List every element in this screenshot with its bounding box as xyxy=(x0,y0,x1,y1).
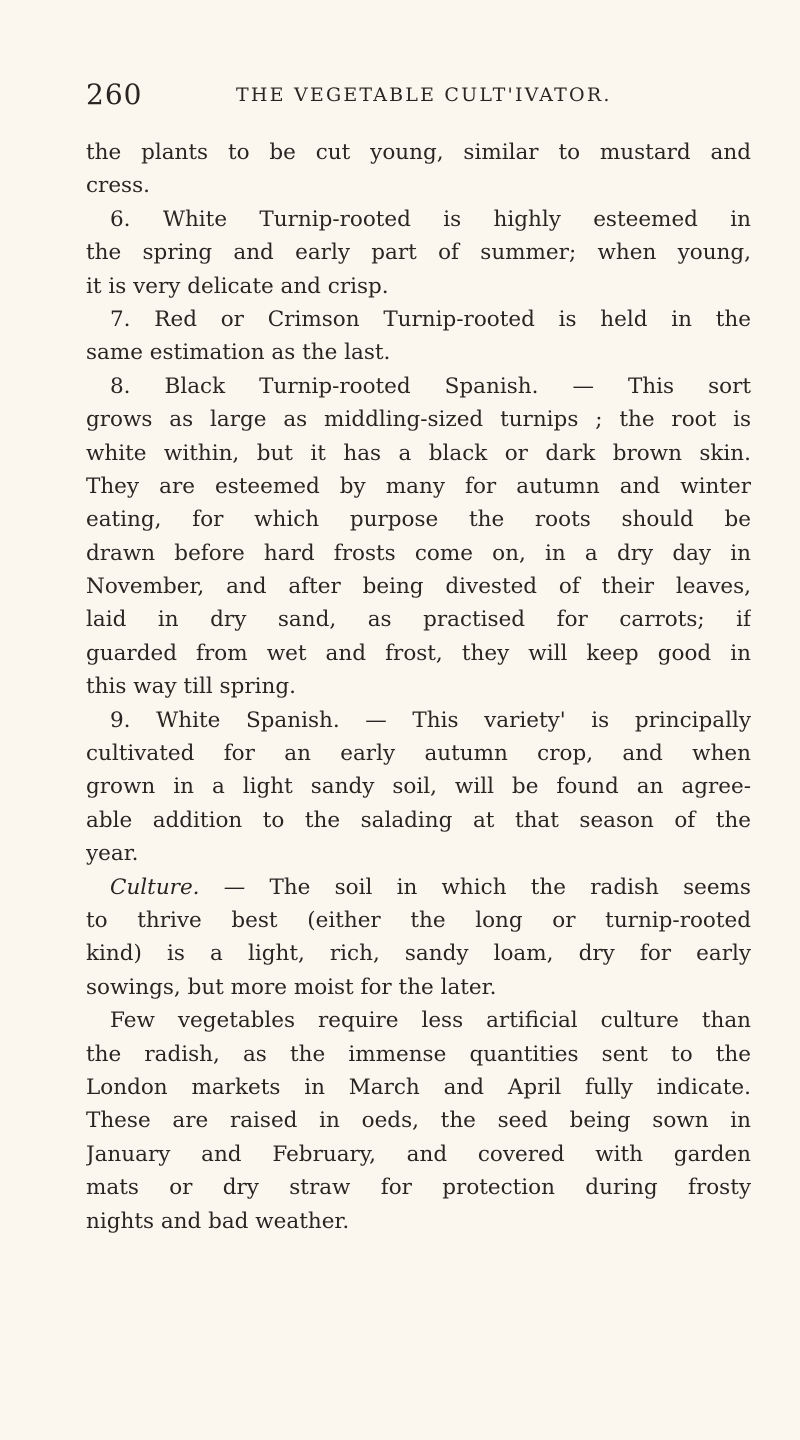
running-title: THE VEGETABLE CULT'IVATOR. xyxy=(236,84,612,106)
text-line: November, and after being divested of their leaves, xyxy=(86,574,751,600)
text-line: mats or dry straw for protection during frosty xyxy=(86,1175,751,1201)
text-line: 8. Black Turnip-rooted Spanish. — This sort xyxy=(110,373,751,399)
text-line: cultivated for an early autumn crop, and when xyxy=(86,741,751,767)
text-line: year. xyxy=(86,841,139,867)
body-text xyxy=(86,136,751,1238)
text-line: same estimation as the last. xyxy=(86,340,391,366)
text-line: able addition to the salading at that season of the xyxy=(86,807,751,833)
text-line: laid in dry sand, as practised for carrots; if xyxy=(86,607,751,633)
text-line: grown in a light sandy soil, will be found an agree- xyxy=(86,774,751,800)
text-line: 6. White Turnip-rooted is highly esteemed in xyxy=(110,206,751,232)
text-line: the spring and early part of summer; when young, xyxy=(86,240,751,266)
text-line: London markets in March and April fully indicate. xyxy=(86,1074,751,1100)
culture-line xyxy=(86,871,751,904)
text-line: kind) is a light, rich, sandy loam, dry for early xyxy=(86,941,751,967)
text-line: nights and bad weather. xyxy=(86,1208,350,1234)
culture-heading: Culture. — xyxy=(110,874,246,900)
text-line: guarded from wet and frost, they will keep good in xyxy=(86,640,751,666)
text-line: 9. White Spanish. — This variety' is principally xyxy=(110,707,751,733)
text-line: sowings, but more moist for the later. xyxy=(86,974,497,1000)
text-line: the plants to be cut young, similar to mustard and xyxy=(86,140,751,165)
text-line: January and February, and covered with garden xyxy=(86,1141,751,1167)
text-line: it is very delicate and crisp. xyxy=(86,273,389,299)
text-line: grows as large as middling-sized turnips ; the root is xyxy=(86,407,751,433)
text-line: cress. xyxy=(86,173,150,199)
text-line: drawn before hard frosts come on, in a dry day in xyxy=(86,540,751,566)
text-line: to thrive best (either the long or turnip-rooted xyxy=(86,907,751,933)
text-line: They are esteemed by many for autumn and winter xyxy=(86,473,751,499)
text-line: eating, for which purpose the roots should be xyxy=(86,507,751,533)
text-line: this way till spring. xyxy=(86,674,296,700)
text-line: Few vegetables require less artificial culture than xyxy=(110,1008,751,1034)
culture-line-text: The soil in which the radish seems xyxy=(269,874,751,900)
text-line: the radish, as the immense quantities sent to the xyxy=(86,1041,751,1067)
text-line: These are raised in oeds, the seed being sown in xyxy=(86,1108,751,1134)
text-line: white within, but it has a black or dark brown skin. xyxy=(86,440,751,466)
page-number: 260 xyxy=(86,78,143,111)
page-header xyxy=(86,78,726,114)
text-line: 7. Red or Crimson Turnip-rooted is held in the xyxy=(110,306,751,332)
